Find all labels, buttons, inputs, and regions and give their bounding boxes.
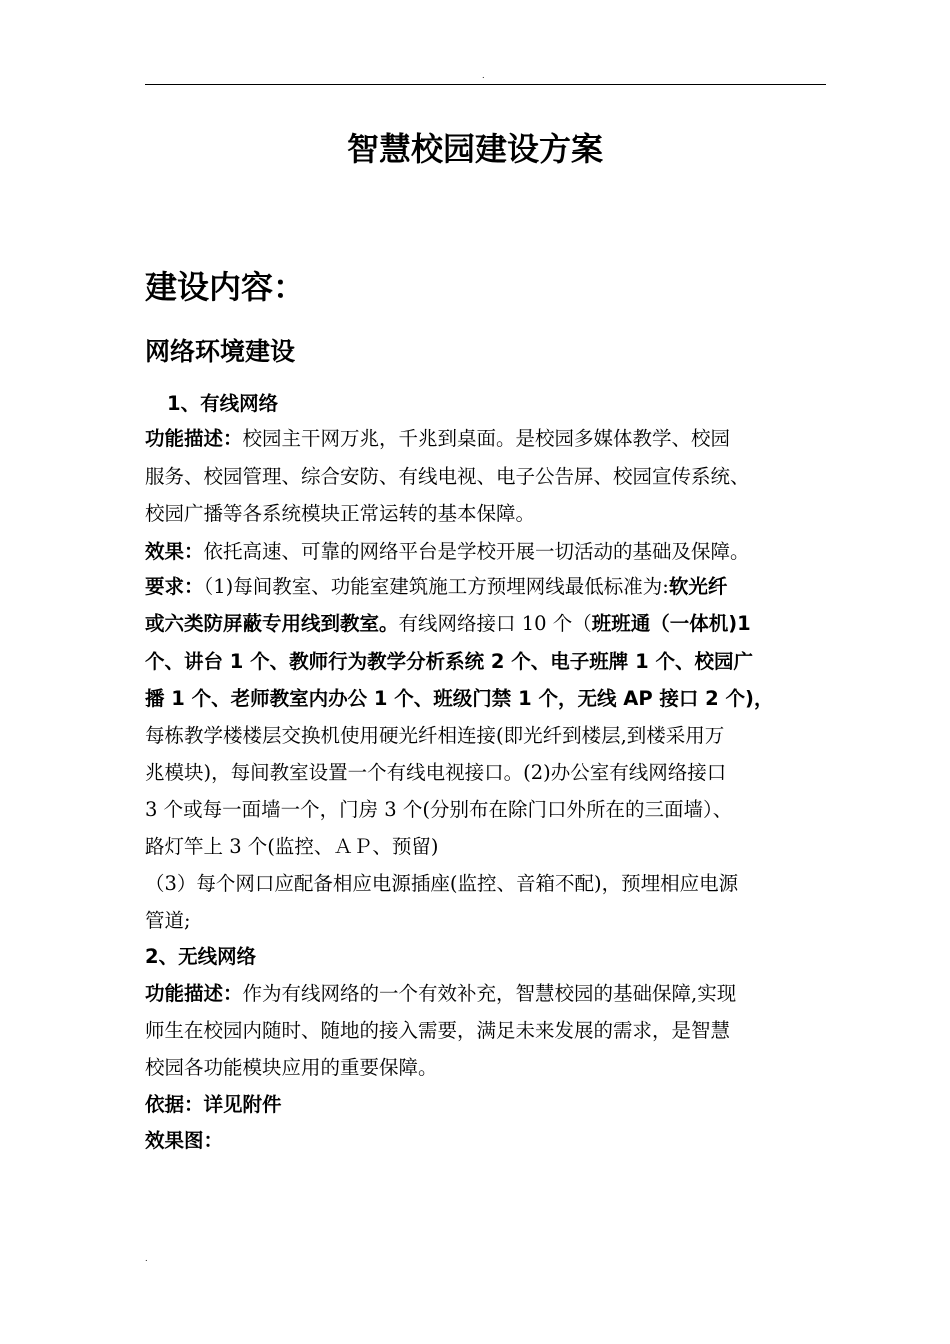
item1-func-label: 功能描述： bbox=[145, 427, 243, 450]
item1-req-line bbox=[145, 683, 773, 715]
item2-heading bbox=[145, 941, 256, 973]
item1-req-line bbox=[145, 571, 727, 603]
header-mark: . bbox=[482, 71, 485, 80]
item1-req-line: 兆模块)，每间教室设置一个有线电视接口。(2)办公室有线网络接口 bbox=[145, 761, 727, 784]
item1-req-bold: 软光纤 bbox=[668, 575, 728, 598]
item1-func-line: 校园广播等各系统模块正常运转的基本保障。 bbox=[145, 502, 536, 525]
item1-heading-text: 1、有线网络 bbox=[167, 392, 279, 415]
document-title: 智慧校园建设方案 bbox=[346, 130, 603, 168]
header-rule bbox=[145, 84, 826, 85]
item2-effect-figure-text: 效果图： bbox=[145, 1129, 224, 1152]
item2-func-label: 功能描述： bbox=[145, 982, 243, 1005]
item2-effect-figure-label bbox=[145, 1125, 223, 1157]
item1-effect-text: 依托高速、可靠的网络平台是学校开展一切活动的基础及保障。 bbox=[203, 540, 750, 563]
item1-func-line bbox=[145, 423, 730, 455]
item1-func-text: 校园主干网万兆，千兆到桌面。是校园多媒体教学、校园 bbox=[242, 427, 731, 450]
item1-req-line: （3）每个网口应配备相应电源插座(监控、音箱不配)，预埋相应电源 bbox=[145, 872, 739, 895]
item1-req-line: 每栋教学楼楼层交换机使用硬光纤相连接(即光纤到楼层,到楼采用万 bbox=[145, 724, 725, 747]
item1-req-line bbox=[145, 646, 753, 678]
item1-req-line: 管道; bbox=[145, 909, 191, 932]
item1-req-line bbox=[145, 608, 751, 640]
item1-req-bold: 或六类防屏蔽专用线到教室。 bbox=[145, 612, 399, 635]
item1-req-text: （1)每间教室、功能室建筑施工方预埋网线最低标准为: bbox=[203, 575, 669, 598]
item1-heading bbox=[167, 388, 278, 420]
subsection-heading: 网络环境建设 bbox=[145, 337, 296, 366]
footer-mark: . bbox=[145, 1254, 148, 1263]
item2-func-line bbox=[145, 978, 736, 1010]
item2-basis-text: 依据：详见附件 bbox=[145, 1093, 282, 1116]
item1-req-line: 路灯竿上 3 个(监控、ＡＰ、预留) bbox=[145, 835, 439, 858]
item1-req-line: 3 个或每一面墙一个，门房 3 个(分别布在除门口外所在的三面墙）、 bbox=[145, 798, 733, 821]
item1-effect-line bbox=[145, 536, 750, 568]
item2-func-text: 作为有线网络的一个有效补充，智慧校园的基础保障,实现 bbox=[242, 982, 737, 1005]
item1-req-bold: 个、讲台 1 个、教师行为教学分析系统 2 个、电子班牌 1 个、校园广 bbox=[145, 650, 753, 673]
item2-basis bbox=[145, 1089, 282, 1121]
section-heading: 建设内容： bbox=[145, 268, 306, 306]
item1-func-line: 服务、校园管理、综合安防、有线电视、电子公告屏、校园宣传系统、 bbox=[145, 465, 750, 488]
item2-func-line: 师生在校园内随时、随地的接入需要，满足未来发展的需求，是智慧 bbox=[145, 1019, 731, 1042]
item1-req-bold: 班班通（一体机)1 bbox=[591, 612, 751, 635]
item1-req-label: 要求： bbox=[145, 575, 204, 598]
item2-heading-text: 2、无线网络 bbox=[145, 945, 257, 968]
item1-req-text: 有线网络接口 10 个（ bbox=[398, 612, 592, 635]
item1-effect-label: 效果： bbox=[145, 540, 204, 563]
item1-req-bold: 播 1 个、老师教室内办公 1 个、班级门禁 1 个，无线 AP 接口 2 个)， bbox=[145, 687, 774, 710]
item2-func-line: 校园各功能模块应用的重要保障。 bbox=[145, 1056, 438, 1079]
